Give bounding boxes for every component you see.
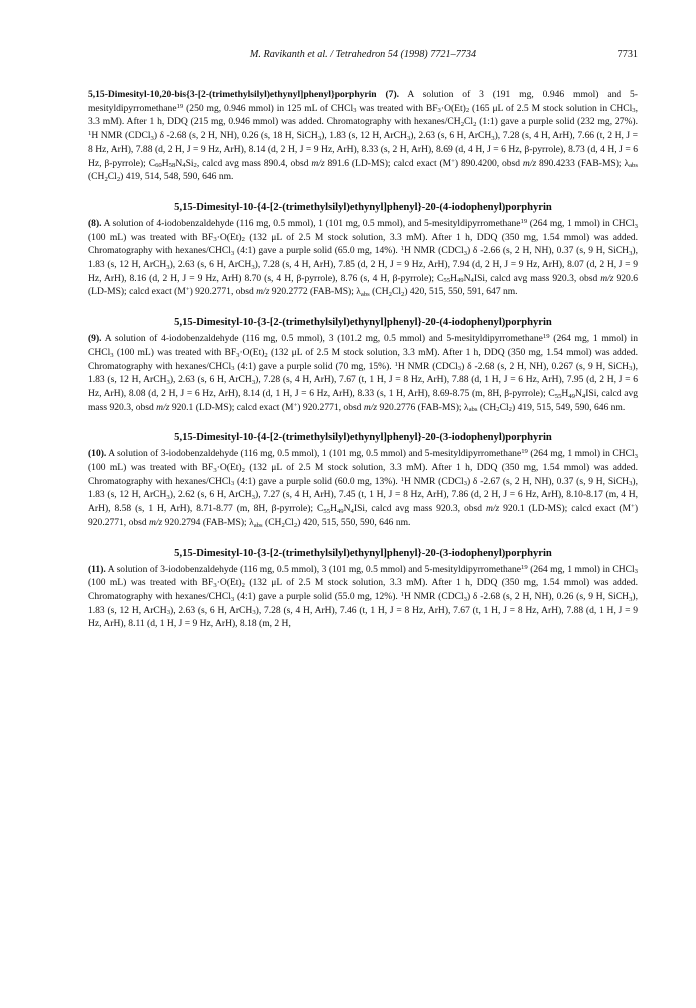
compound-entry [88,431,638,529]
running-header-citation: M. Ravikanth et al. / Tetrahedron 54 (1998) 7721–7734 [249,49,477,60]
entry-title: 5,15-Dimesityl-10-{4-[2-(trimethylsilyl)ethynyl]phenyl}-20-(4-iodophenyl)porphyrin [174,201,552,213]
entry-paragraph: (8). A solution of 4-iodobenzaldehyde (116 mg, 0.5 mmol), 1 (101 mg, 0.5 mmol), and 5-mesityldipyrromethane$^{19}$ (264 mg, 1 mmol) in CHCl$_3$ (100 mL) was treated with $BF_3\cdot O(Et)_2$ (132 μL of 2.5 M stock solution, 3.3 mM). After 1 h, DDQ (350 mg, 1.54 mmol) was added. Chromatography with hexanes/CHCl$_3$ (4:1) gave a purple solid (65.0 mg, 14%). $^1$H NMR (CDCl$_3$) δ -2.66 (s, 2 H, NH), 0.37 (s, 9 H, SiCH$_3$), 1.83 (s, 12 H, ArCH$_3$), 2.63 (s, 6 H, ArCH$_3$), 7.28 (s, 4 H, ArH), 7.85 (d, 2 H, J = 9 Hz, ArH), 7.94 (d, 2 H, J = 9 Hz, ArH), 8.07 (d, 2 H, J = 9 Hz, ArH), 8.16 (d, 2 H, J = 9 Hz, ArH) 8.70 (s, 4 H, β-pyrrole), 8.76 (s, 4 H, β-pyrrole); $C_{55}H_{49}N_4ISi$, calcd avg mass 920.3, obsd m/z 920.6 (LD-MS); calcd exact (M+) 920.2771, obsd m/z 920.2772 (FAB-MS); $\lambda_{abs}$ $(CH_2Cl_2)$ 420, 515, 550, 591, 647 nm. [88,217,638,299]
entry-title: 5,15-Dimesityl-10-{3-[2-(trimethylsilyl)ethynyl]phenyl}-20-(3-iodophenyl)porphyrin [174,547,552,559]
entry-paragraph: (10). A solution of 3-iodobenzaldehyde (116 mg, 0.5 mmol), 1 (101 mg, 0.5 mmol) and 5-mesityldipyrromethane$^{19}$ (264 mg, 1 mmol) in CHCl$_3$ (100 mL) was treated with $BF_3\cdot O(Et)_2$ (132 μL of 2.5 M stock solution, 3.3 mM). After 1 h, DDQ (350 mg, 1.54 mmol) was added. Chromatography with hexanes/CHCl$_3$ (4:1) gave a purple solid (60.0 mg, 13%). $^1$H NMR (CDCl$_3$) δ -2.67 (s, 2 H, NH), 0.37 (s, 9 H, SiCH$_3$), 1.83 (s, 12 H, ArCH$_3$), 2.62 (s, 6 H, ArCH$_3$), 7.27 (s, 4 H, ArH), 7.45 (t, 1 H, J = 8 Hz, ArH), 7.86 (d, 2 H, J = 6 Hz, ArH), 8.10-8.17 (m, 4 H, ArH), 8.58 (s, 1 H, ArH), 8.71-8.77 (m, 8H, β-pyrrole); $C_{55}H_{49}N_4ISi$, calcd avg mass 920.3, obsd m/z 920.1 (LD-MS); calcd exact (M+) 920.2771, obsd m/z 920.2794 (FAB-MS); $\lambda_{abs}$ $(CH_2Cl_2)$ 420, 515, 550, 590, 646 nm. [88,448,638,529]
running-header [88,48,638,62]
compound-entry [88,316,638,414]
entry-paragraph: (11). A solution of 3-iodobenzaldehyde (116 mg, 0.5 mmol), 3 (101 mg, 0.5 mmol) and 5-mesityldipyrromethane$^{19}$ (264 mg, 1 mmol) in CHCl$_3$ (100 mL) was treated with $BF_3\cdot O(Et)_2$ (132 μL of 2.5 M stock solution, 3.3 mM). After 1 h, DDQ (350 mg, 1.54 mmol) was added. Chromatography with hexanes/CHCl$_3$ (4:1) gave a purple solid (55.0 mg, 12%). $^1$H NMR (CDCl$_3$) δ -2.68 (s, 2 H, NH), 0.26 (s, 9 H, SiCH$_3$), 1.83 (s, 12 H, ArCH$_3$), 2.63 (s, 6 H, ArCH$_3$), 7.28 (s, 4 H, ArH), 7.46 (t, 1 H, J = 8 Hz, ArH), 7.67 (t, 1 H, J = 8 Hz, ArH), 7.88 (d, 1 H, J = 9 Hz, ArH), 8.11 (d, 1 H, J = 9 Hz, ArH), 8.18 (m, 2 H, [88,563,638,630]
entry-title: 5,15-Dimesityl-10-{3-[2-(trimethylsilyl)ethynyl]phenyl}-20-(4-iodophenyl)porphyrin [174,317,552,329]
compound-entry [88,201,638,299]
compound-entry [88,547,638,632]
entry-title: 5,15-Dimesityl-10-{4-[2-(trimethylsilyl)ethynyl]phenyl}-20-(3-iodophenyl)porphyrin [174,432,552,444]
entry-paragraph: (9). A solution of 4-iodobenzaldehyde (116 mg, 0.5 mmol), 3 (101.2 mg, 0.5 mmol) and 5-mesityldipyrromethane$^{19}$ (264 mg, 1 mmol) in CHCl$_3$ (100 mL) was treated with $BF_3\cdot O(Et)_2$ (132 μL of 2.5 M stock solution, 3.3 mM). After 1 h, DDQ (350 mg, 1.54 mmol) was added. Chromatography with hexanes/CHCl$_3$ (4:1) gave a purple solid (70 mg, 15%). $^1$H NMR (CDCl$_3$) δ -2.68 (s, 2 H, NH), 0.267 (s, 9 H, SiCH$_3$), 1.83 (s, 12 H, ArCH$_3$), 2.63 (s, 6 H, ArCH$_3$), 7.28 (s, 4 H, ArH), 7.67 (t, 1 H, J = 8 Hz, ArH), 7.88 (d, 1 H, J = 6 Hz, ArH), 7.95 (d, 2 H, J = 6 Hz, ArH), 8.08 (d, 2 H, J = 6 Hz, ArH), 8.14 (d, 1 H, J = 6 Hz, ArH), 8.33 (s, 1 H, ArH), 8.69-8.75 (m, 8H, β-pyrrole); $C_{55}H_{49}N_4ISi$, calcd avg mass 920.3, obsd m/z 920.1 (LD-MS); calcd exact (M+) 920.2771, obsd m/z 920.2776 (FAB-MS); $\lambda_{abs}$ $(CH_2Cl_2)$ 419, 515, 549, 590, 646 nm. [88,333,638,414]
compound-entry [88,88,638,184]
page-body [88,88,638,648]
entry-paragraph: 5,15-Dimesityl-10,20-bis{3-[2-(trimethylsilyl)ethynyl]phenyl}porphyrin (7). A solution of 3 (191 mg, 0.946 mmol) and 5-mesityldipyrromethane$^{19}$ (250 mg, 0.946 mmol) in 125 mL of CHCl$_3$ was treated with $BF_3\cdot O(Et)_2$ (165 μL of 2.5 M stock solution in CHCl$_3$, 3.3 mM). After 1 h, DDQ (215 mg, 0.946 mmol) was added. Chromatography with hexanes/$CH_2Cl_2$ (1:1) gave a purple solid (232 mg, 27%). $^1$H NMR (CDCl$_3$) δ -2.68 (s, 2 H, NH), 0.26 (s, 18 H, SiCH$_3$), 1.83 (s, 12 H, ArCH$_3$), 2.63 (s, 6 H, ArCH$_3$), 7.28 (s, 4 H, ArH), 7.66 (t, 2 H, J = 8 Hz, ArH), 7.88 (d, 2 H, J = 9 Hz, ArH), 8.14 (d, 2 H, J = 9 Hz, ArH), 8.33 (s, 2 H, ArH), 8.69 (d, 4 H, J = 6 Hz, β-pyrrole), 8.73 (d, 4 H, J = 6 Hz, β-pyrrole); $C_{60}H_{58}N_4Si_2$, calcd avg mass 890.4, obsd m/z 891.6 (LD-MS); calcd exact (M+) 890.4200, obsd m/z 890.4233 (FAB-MS); $\lambda_{abs}$ $(CH_2Cl_2)$ 419, 514, 548, 590, 646 nm. [88,89,639,183]
page-number: 7731 [617,49,638,60]
